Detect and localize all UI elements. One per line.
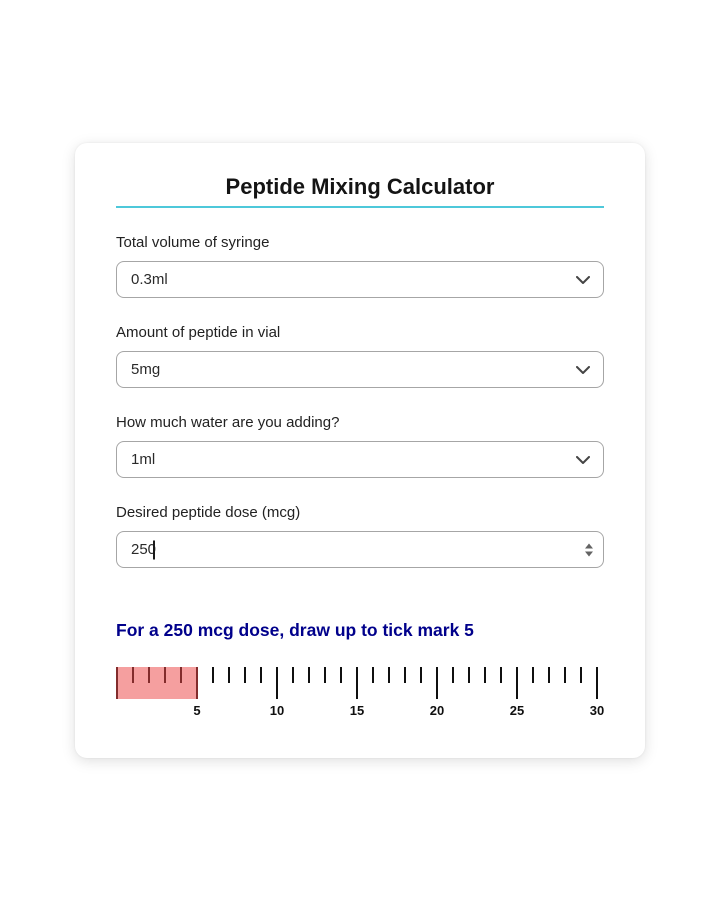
syringe-ruler — [116, 667, 605, 719]
page-title: Peptide Mixing Calculator — [116, 143, 604, 208]
ruler-minor-tick — [372, 667, 374, 683]
ruler-minor-tick — [388, 667, 390, 683]
ruler-minor-tick — [452, 667, 454, 683]
ruler-highlight — [116, 667, 198, 699]
dose-input-wrap — [116, 531, 604, 568]
syringe-volume-select[interactable] — [116, 261, 604, 298]
ruler-minor-tick — [324, 667, 326, 683]
ruler-tick-label: 10 — [269, 703, 285, 718]
ruler-tick-label: 20 — [429, 703, 445, 718]
peptide-amount-select-wrap — [116, 351, 604, 388]
ruler-major-tick — [436, 667, 438, 699]
ruler-minor-tick — [532, 667, 534, 683]
water-volume-select-wrap — [116, 441, 604, 478]
ruler-tick-label: 25 — [509, 703, 525, 718]
ruler-major-tick — [596, 667, 598, 699]
water-volume-label: How much water are you adding? — [116, 414, 340, 431]
ruler-minor-tick — [292, 667, 294, 683]
result-text: For a 250 mcg dose, draw up to tick mark 5 — [116, 620, 474, 640]
water-volume-select[interactable] — [116, 441, 604, 478]
ruler-minor-tick — [468, 667, 470, 683]
number-spinner[interactable] — [585, 543, 593, 556]
peptide-amount-label: Amount of peptide in vial — [116, 324, 281, 341]
syringe-volume-select-wrap — [116, 261, 604, 298]
ruler-minor-tick — [244, 667, 246, 683]
ruler-minor-tick — [580, 667, 582, 683]
dose-input[interactable] — [116, 531, 604, 568]
ruler-minor-tick — [484, 667, 486, 683]
ruler-minor-tick — [404, 667, 406, 683]
ruler-minor-tick — [260, 667, 262, 683]
ruler-minor-tick — [548, 667, 550, 683]
ruler-major-tick — [276, 667, 278, 699]
syringe-volume-label: Total volume of syringe — [116, 234, 270, 251]
ruler-major-tick — [356, 667, 358, 699]
ruler-major-tick — [516, 667, 518, 699]
text-caret — [153, 540, 155, 559]
ruler-minor-tick — [500, 667, 502, 683]
peptide-amount-select[interactable] — [116, 351, 604, 388]
calculator-card — [75, 143, 645, 758]
ruler-minor-tick — [340, 667, 342, 683]
ruler-minor-tick — [228, 667, 230, 683]
ruler-minor-tick — [564, 667, 566, 683]
dose-label: Desired peptide dose (mcg) — [116, 504, 301, 521]
ruler-minor-tick — [420, 667, 422, 683]
spinner-up-icon — [585, 543, 593, 548]
spinner-down-icon — [585, 551, 593, 556]
ruler-tick-label: 30 — [589, 703, 605, 718]
ruler-tick-label: 5 — [193, 703, 201, 718]
ruler-minor-tick — [212, 667, 214, 683]
ruler-tick-label: 15 — [349, 703, 365, 718]
ruler-minor-tick — [308, 667, 310, 683]
